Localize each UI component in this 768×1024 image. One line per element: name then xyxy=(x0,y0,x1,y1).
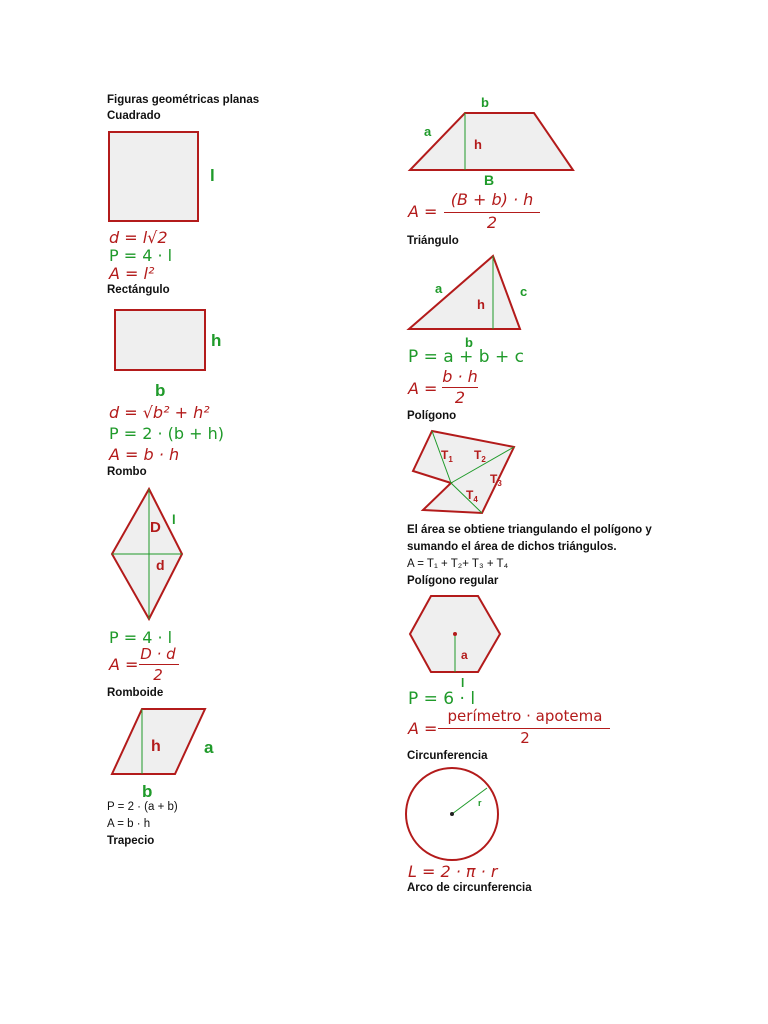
rhomboid-perimeter-formula: P = 2 · (a + b) xyxy=(107,801,178,813)
triangle-area-lhs: A = xyxy=(408,379,438,398)
triangle-area-denominator: 2 xyxy=(454,388,466,407)
polygon-t1-label: $T_1$ xyxy=(441,448,453,464)
polygon-area-formula: A = T₁ + T₂+ T₃ + T₄ xyxy=(407,558,509,570)
trapezoid-h-label: h xyxy=(474,137,482,152)
triangle-c-label: c xyxy=(520,284,528,299)
rhombus-area-lhs: A = xyxy=(109,655,139,674)
square-side-label: l xyxy=(210,166,215,185)
square-area-formula: A = l² xyxy=(109,264,155,283)
rhombus-D-label: D xyxy=(150,519,161,536)
rhomboid-area-formula: A = b · h xyxy=(107,818,151,830)
rhomboid-b-label: b xyxy=(142,782,153,800)
triangle-b-label: b xyxy=(465,335,473,350)
circle-r-label: r xyxy=(478,798,482,808)
triangle-area-formula xyxy=(408,367,498,409)
rhomboid-a-label: a xyxy=(204,738,214,757)
hexagon-area-formula xyxy=(408,707,618,749)
triangle-h-label: h xyxy=(477,297,485,312)
circle-length-formula: L = 2 · π · r xyxy=(408,862,498,881)
rectangle-area-formula: A = b · h xyxy=(109,445,180,464)
hexagon-perimeter-formula: P = 6 · l xyxy=(408,689,476,709)
rectangle-b-label: b xyxy=(155,381,166,400)
heading-circunferencia: Circunferencia xyxy=(407,750,488,762)
rhomboid-figure xyxy=(105,700,255,800)
hexagon-area-numerator: perímetro · apotema xyxy=(447,707,603,725)
trapezoid-B-label: B xyxy=(484,172,495,188)
hexagon-area-lhs: A = xyxy=(408,719,438,738)
rhombus-area-numerator: D · d xyxy=(140,645,176,663)
page-title: Figuras geométricas planas xyxy=(107,94,260,106)
square-perimeter-formula: P = 4 · l xyxy=(109,246,173,265)
rectangle-diagonal-formula: d = √b² + h² xyxy=(109,403,210,422)
heading-cuadrado: Cuadrado xyxy=(107,110,161,122)
square-diagonal-formula: d = l√2 xyxy=(109,228,168,247)
rhombus-perimeter-formula: P = 4 · l xyxy=(109,628,173,647)
rectangle-perimeter-formula: P = 2 · (b + h) xyxy=(109,424,225,443)
hexagon-figure xyxy=(405,590,515,690)
hexagon-l-label: l xyxy=(461,676,465,690)
heading-poligono-regular: Polígono regular xyxy=(407,575,499,587)
trapezoid-figure xyxy=(405,92,585,192)
triangle-perimeter-formula: P = a + b + c xyxy=(408,347,524,367)
trapezoid-area-lhs: A = xyxy=(408,202,438,221)
trapezoid-a-label: a xyxy=(424,124,432,139)
trapezoid-area-formula xyxy=(408,190,548,232)
rectangle-figure xyxy=(105,300,245,400)
rhombus-d-label: d xyxy=(156,557,165,573)
triangle-area-numerator: b · h xyxy=(442,367,478,386)
trapezoid-area-numerator: (B + b) · h xyxy=(450,190,534,209)
rhombus-area-denominator: 2 xyxy=(153,666,163,684)
circle-figure xyxy=(400,764,510,864)
trapezoid-area-denominator: 2 xyxy=(486,213,498,232)
trapezoid-b-label: b xyxy=(481,95,489,110)
triangle-a-label: a xyxy=(435,281,443,296)
polygon-t4-label: $T_4$ xyxy=(466,488,478,504)
heading-trapecio: Trapecio xyxy=(107,835,155,847)
polygon-text-line2: sumando el área de dichos triángulos. xyxy=(407,541,617,553)
heading-arco: Arco de circunferencia xyxy=(407,882,532,894)
rhombus-l-label: l xyxy=(172,512,176,527)
rectangle-h-label: h xyxy=(211,331,222,350)
rhomboid-h-label: h xyxy=(151,738,161,755)
fraction-bar xyxy=(139,664,179,665)
polygon-figure xyxy=(405,425,545,525)
polygon-t3-label: $T_3$ xyxy=(490,472,502,488)
rhombus-area-formula xyxy=(109,645,189,685)
heading-triangulo: Triángulo xyxy=(407,235,459,247)
heading-rectangulo: Rectángulo xyxy=(107,284,170,296)
heading-poligono: Polígono xyxy=(407,410,457,422)
rhombus-figure xyxy=(105,482,205,627)
hexagon-a-label: a xyxy=(461,648,468,662)
polygon-t2-label: $T_2$ xyxy=(474,448,486,464)
square-figure xyxy=(100,125,240,230)
heading-rombo: Rombo xyxy=(107,466,147,478)
polygon-text-line1: El área se obtiene triangulando el polígono y xyxy=(407,524,652,536)
heading-romboide: Romboide xyxy=(107,687,164,699)
hexagon-area-denominator: 2 xyxy=(520,729,530,747)
triangle-figure xyxy=(405,250,545,350)
